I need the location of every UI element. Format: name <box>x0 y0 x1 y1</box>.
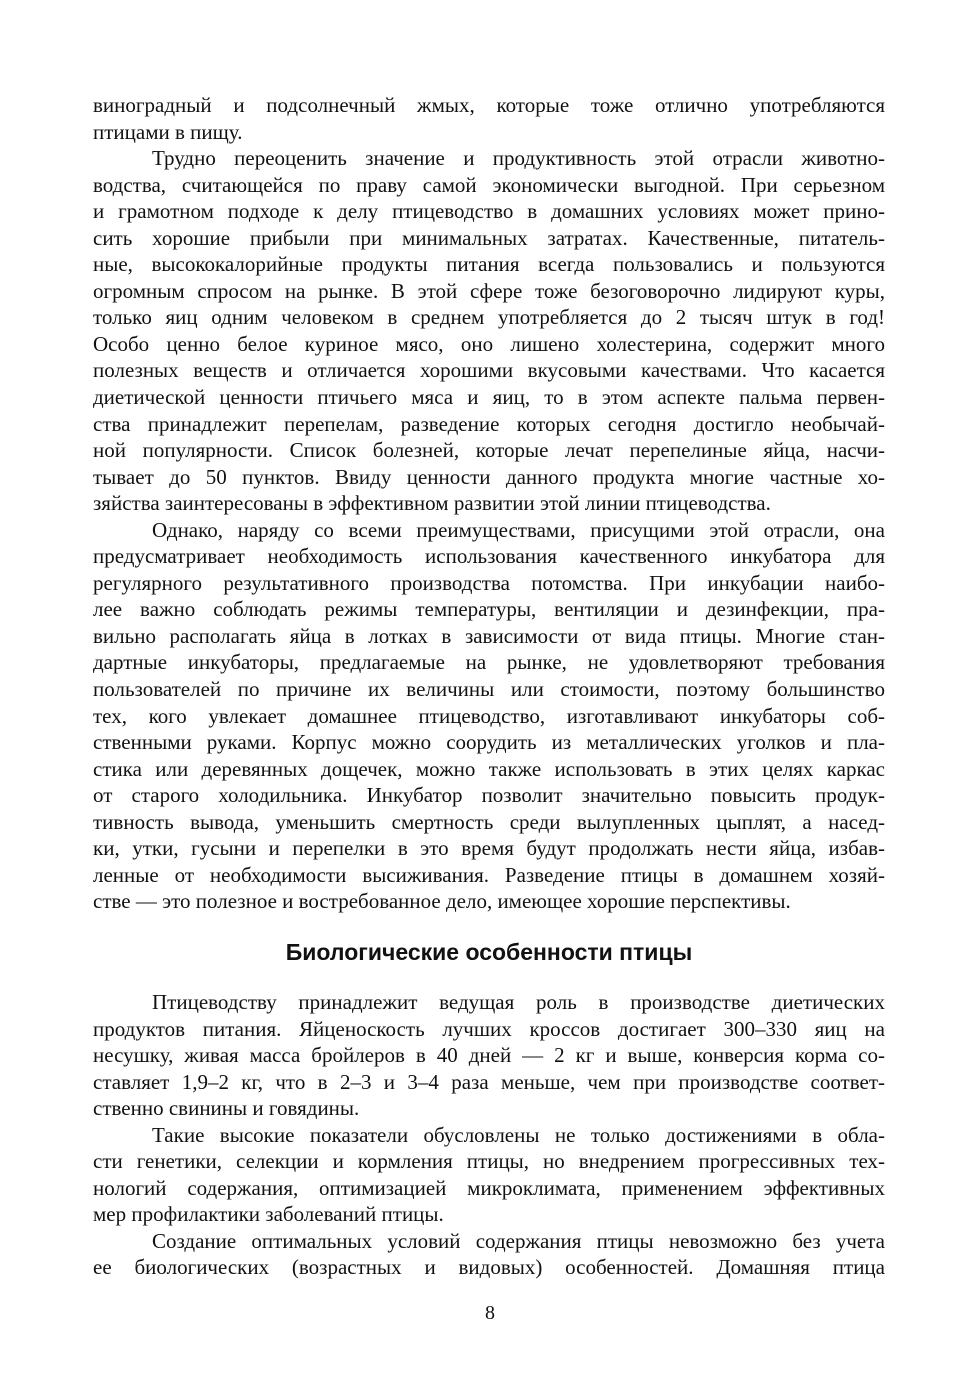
text-line: Птицеводству принадлежит ведущая роль в производстве диетических <box>152 989 885 1014</box>
text-line: от старого холодильника. Инкубатор позволит значительно повысить продук- <box>93 783 885 808</box>
text-line: стика или деревянных дощечек, можно также использовать в этих целях каркас <box>93 756 885 781</box>
page-content <box>93 92 885 1281</box>
text-line: дартные инкубаторы, предлагаемые на рынке, не удовлетворяют требования <box>93 650 885 675</box>
text-line: пользователей по причине их величины или стоимости, поэтому большинство <box>93 677 885 702</box>
text-line: ные, высококалорийные продукты питания всегда пользовались и пользуются <box>93 252 885 277</box>
text-line: ки, утки, гусыни и перепелки в это время будут продолжать нести яйца, избав- <box>93 836 885 861</box>
text-line: Особо ценно белое куриное мясо, оно лишено холестерина, содержит много <box>93 331 885 356</box>
text-line: нологий содержания, оптимизацией микроклимата, применением эффективных <box>93 1175 885 1200</box>
text-line: вильно располагать яйца в лотках в зависимости от вида птицы. Многие стан- <box>93 623 885 648</box>
text-line: Такие высокие показатели обусловлены не только достижениями в обла- <box>152 1122 885 1147</box>
text-line: ственными руками. Корпус можно соорудить из металлических уголков и пла- <box>93 730 885 755</box>
text-line: ставляет 1,9–2 кг, что в 2–3 и 3–4 раза меньше, чем при производстве соответ- <box>93 1069 885 1094</box>
text-line: сти генетики, селекции и кормления птицы, но внедрением прогрессивных тех- <box>93 1149 885 1174</box>
text-line: тывает до 50 пунктов. Ввиду ценности данного продукта многие частные хо- <box>93 464 885 489</box>
text-line: и грамотном подходе к делу птицеводство в домашних условиях может прино- <box>93 199 885 224</box>
section-heading: Биологические особенности птицы <box>285 938 693 965</box>
text-line: несушку, живая масса бройлеров в 40 дней — 2 кг и выше, конверсия корма со- <box>93 1043 885 1068</box>
text-line: продуктов питания. Яйценоскость лучших кроссов достигает 300–330 яиц на <box>93 1016 885 1041</box>
text-line: ной популярности. Список болезней, которые лечат перепелиные яйца, насчи- <box>93 438 885 463</box>
text-line: птицами в пищу. <box>93 119 243 144</box>
paragraph-industry-value <box>93 145 885 517</box>
text-line: мер профилактики заболеваний птицы. <box>93 1202 444 1227</box>
text-line: Однако, наряду со всеми преимуществами, присущими этой отрасли, она <box>152 517 885 542</box>
text-line: виноградный и подсолнечный жмых, которые тоже отлично употребляются <box>93 93 885 117</box>
text-line: полезных веществ и отличается хорошими вкусовыми качествами. Что касается <box>93 358 885 383</box>
text-line: тивность вывода, уменьшить смертность среди вылупленных цыплят, а насед- <box>93 809 885 834</box>
text-line: огромным спросом на рынке. В этой сфере тоже безоговорочно лидируют куры, <box>93 278 885 303</box>
page-number: 8 <box>485 1302 495 1324</box>
paragraph-conditions <box>93 1228 885 1281</box>
text-line: регулярного результативного производства потомства. При инкубации наибо- <box>93 570 885 595</box>
paragraph-incubator <box>93 517 885 915</box>
text-line: ственно свинины и говядины. <box>93 1096 360 1121</box>
paragraph-indicators <box>93 1122 885 1228</box>
text-line: зяйства заинтересованы в эффективном развитии этой линии птицеводства. <box>93 491 771 516</box>
text-line: ленные от необходимости высиживания. Разведение птицы в домашнем хозяй- <box>93 862 885 887</box>
text-line: Создание оптимальных условий содержания птицы невозможно без учета <box>152 1228 885 1253</box>
paragraph-feed-continuation <box>93 92 885 145</box>
text-line: только яиц одним человеком в среднем употребляется до 2 тысяч штук в год! <box>93 305 885 330</box>
text-line: тех, кого увлекает домашнее птицеводство, изготавливают инкубаторы соб- <box>93 703 885 728</box>
text-line: Трудно переоценить значение и продуктивность этой отрасли животно- <box>152 146 885 171</box>
text-line: водства, считающейся по праву самой экономически выгодной. При серьезном <box>93 172 885 197</box>
text-line: ее биологических (возрастных и видовых) особенностей. Домашняя птица <box>93 1255 885 1280</box>
text-line: сить хорошие прибыли при минимальных затратах. Качественные, питатель- <box>93 225 885 250</box>
text-line: лее важно соблюдать режимы температуры, вентиляции и дезинфекции, пра- <box>93 597 885 622</box>
text-line: диетической ценности птичьего мяса и яиц, то в этом аспекте пальма первен- <box>93 385 885 410</box>
text-line: предусматривает необходимость использования качественного инкубатора для <box>93 544 885 569</box>
paragraph-productivity <box>93 989 885 1122</box>
text-line: стве — это полезное и востребованное дело, имеющее хорошие перспективы. <box>93 889 791 914</box>
text-line: ства принадлежит перепелам, разведение которых сегодня достигло необычай- <box>93 411 885 436</box>
